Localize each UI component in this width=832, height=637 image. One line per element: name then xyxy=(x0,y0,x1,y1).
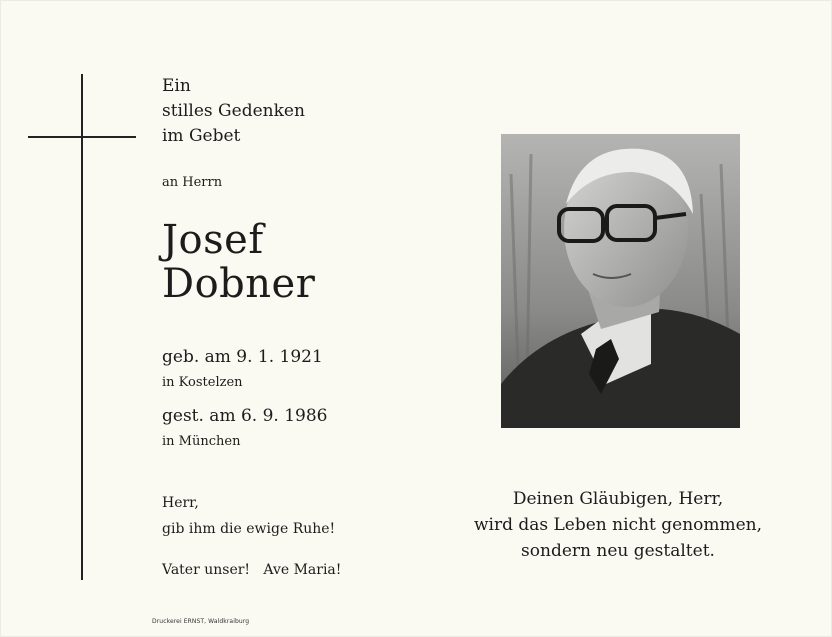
heading-line-2: stilles Gedenken xyxy=(162,101,305,121)
quote-line-1: Deinen Gläubigen, Herr, xyxy=(512,489,724,509)
death-date: gest. am 6. 9. 1986 xyxy=(162,406,328,426)
heading-line-1: Ein xyxy=(162,76,191,96)
portrait-photo xyxy=(501,134,740,428)
printer-imprint: Druckerei ERNST, Waldkraiburg xyxy=(152,618,250,625)
birth-place: in Kostelzen xyxy=(162,375,243,390)
cross-icon-horizontal xyxy=(28,136,136,138)
salutation: an Herrn xyxy=(162,175,223,190)
prayer xyxy=(162,490,335,542)
quote-line-2: wird das Leben nicht genommen, xyxy=(473,515,763,535)
prayer-line-2: gib ihm die ewige Ruhe! xyxy=(162,521,336,537)
scripture-quote xyxy=(440,486,796,564)
quote-line-3: sondern neu gestaltet. xyxy=(521,541,715,561)
heading xyxy=(162,74,305,149)
birth-date: geb. am 9. 1. 1921 xyxy=(162,347,323,367)
cross-icon-vertical xyxy=(81,74,83,580)
death-place: in München xyxy=(162,434,241,449)
prayer-line-1: Herr, xyxy=(162,495,199,511)
last-name: Dobner xyxy=(162,261,316,307)
heading-line-3: im Gebet xyxy=(162,126,241,146)
portrait-illustration xyxy=(501,134,740,428)
first-name: Josef xyxy=(162,217,264,263)
deceased-name xyxy=(162,218,315,306)
closing-prayer: Vater unser! Ave Maria! xyxy=(162,562,342,578)
